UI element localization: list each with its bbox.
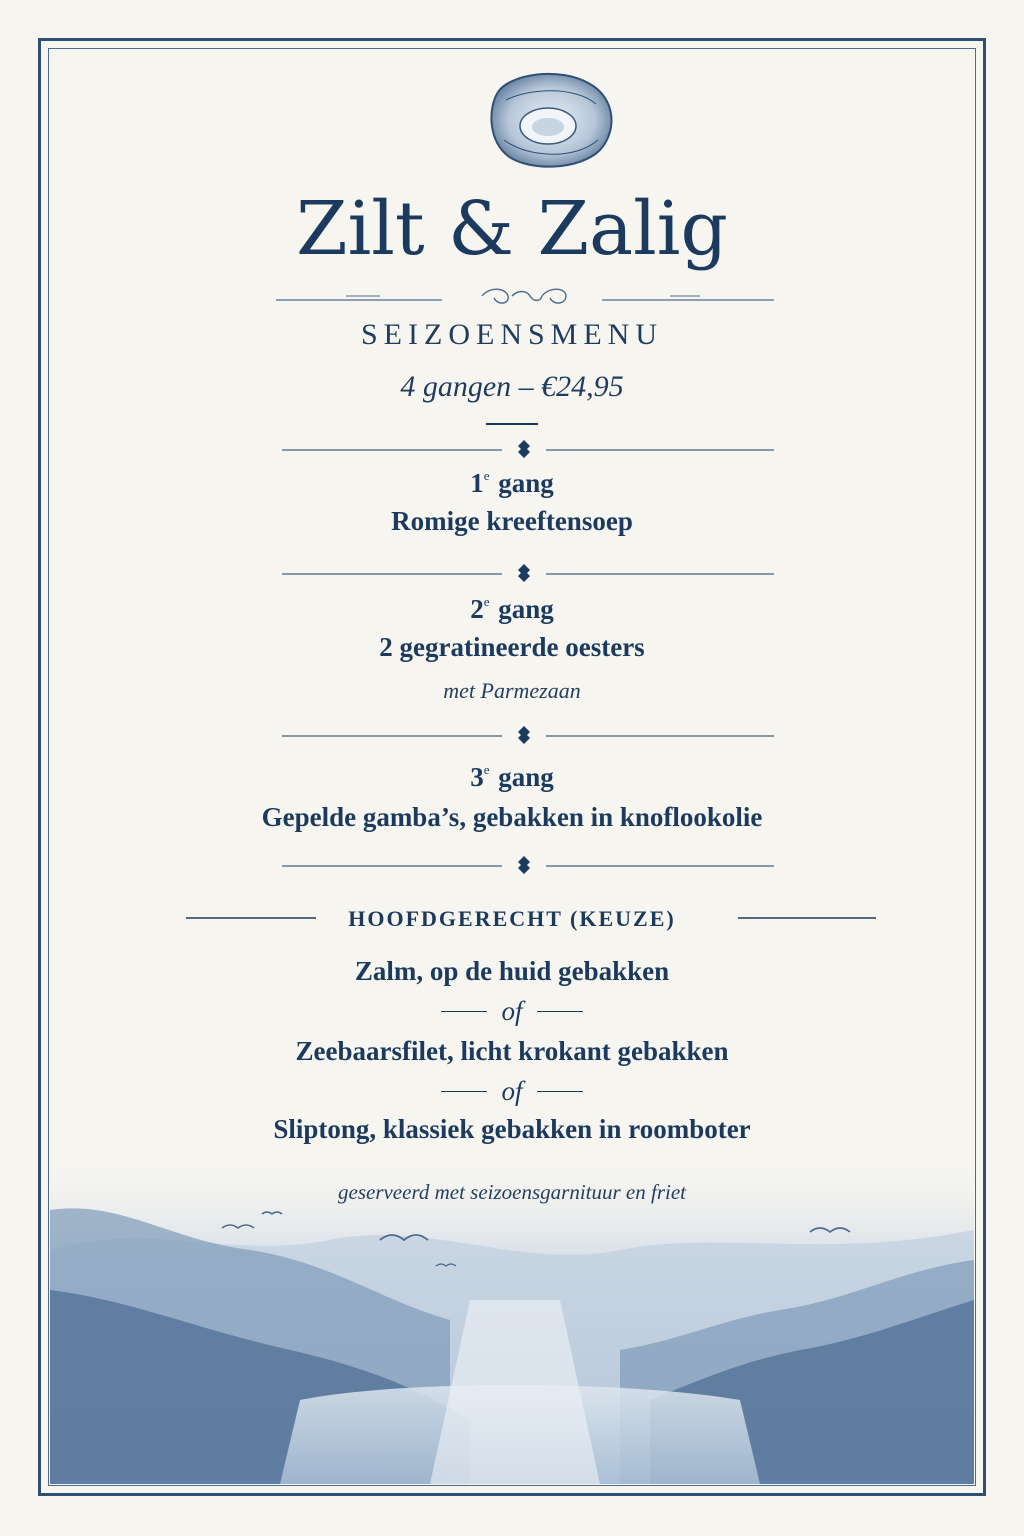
main-course-heading: HOOFDGERECHT (KEUZE) [348, 906, 676, 931]
or-separator-1 [0, 996, 1024, 1027]
course-2-number: 2 [470, 594, 484, 624]
course-3-label [0, 762, 1024, 793]
or-line-left [441, 1091, 487, 1092]
course-3-dish: Gepelde gamba’s, gebakken in knoflookolie [261, 802, 763, 832]
or-text-2: of [501, 1076, 523, 1106]
main-footnote: geserveerd met seizoensgarnituur en friet [338, 1180, 686, 1204]
course-2-note: met Parmezaan [443, 678, 581, 703]
or-line-right [537, 1011, 583, 1012]
course-1-number: 1 [470, 468, 484, 498]
course-2-gang: gang [498, 594, 554, 624]
restaurant-title: Zilt & Zalig [296, 186, 728, 272]
course-2-suffix: e [483, 594, 490, 609]
course-2-dish: 2 gegratineerde oesters [379, 632, 645, 662]
course-1-suffix: e [483, 468, 490, 483]
main-option-2: Zeebaarsfilet, licht krokant gebakken [295, 1036, 729, 1066]
main-option-1: Zalm, op de huid gebakken [354, 956, 670, 986]
course-3-gang: gang [498, 762, 554, 792]
or-separator-2 [0, 1076, 1024, 1107]
or-line-left [441, 1011, 487, 1012]
course-1-gang: gang [498, 468, 554, 498]
menu-price: 4 gangen – €24,95 [400, 370, 624, 403]
course-3-suffix: e [483, 762, 490, 777]
menu-subtitle: SEIZOENSMENU [361, 318, 663, 351]
course-1-label [0, 468, 1024, 499]
course-2-label [0, 594, 1024, 625]
main-option-3: Sliptong, klassiek gebakken in roomboter [273, 1114, 751, 1144]
or-line-right [537, 1091, 583, 1092]
or-text-1: of [501, 996, 523, 1026]
course-3-number: 3 [470, 762, 484, 792]
course-1-dish: Romige kreeftensoep [391, 506, 633, 536]
